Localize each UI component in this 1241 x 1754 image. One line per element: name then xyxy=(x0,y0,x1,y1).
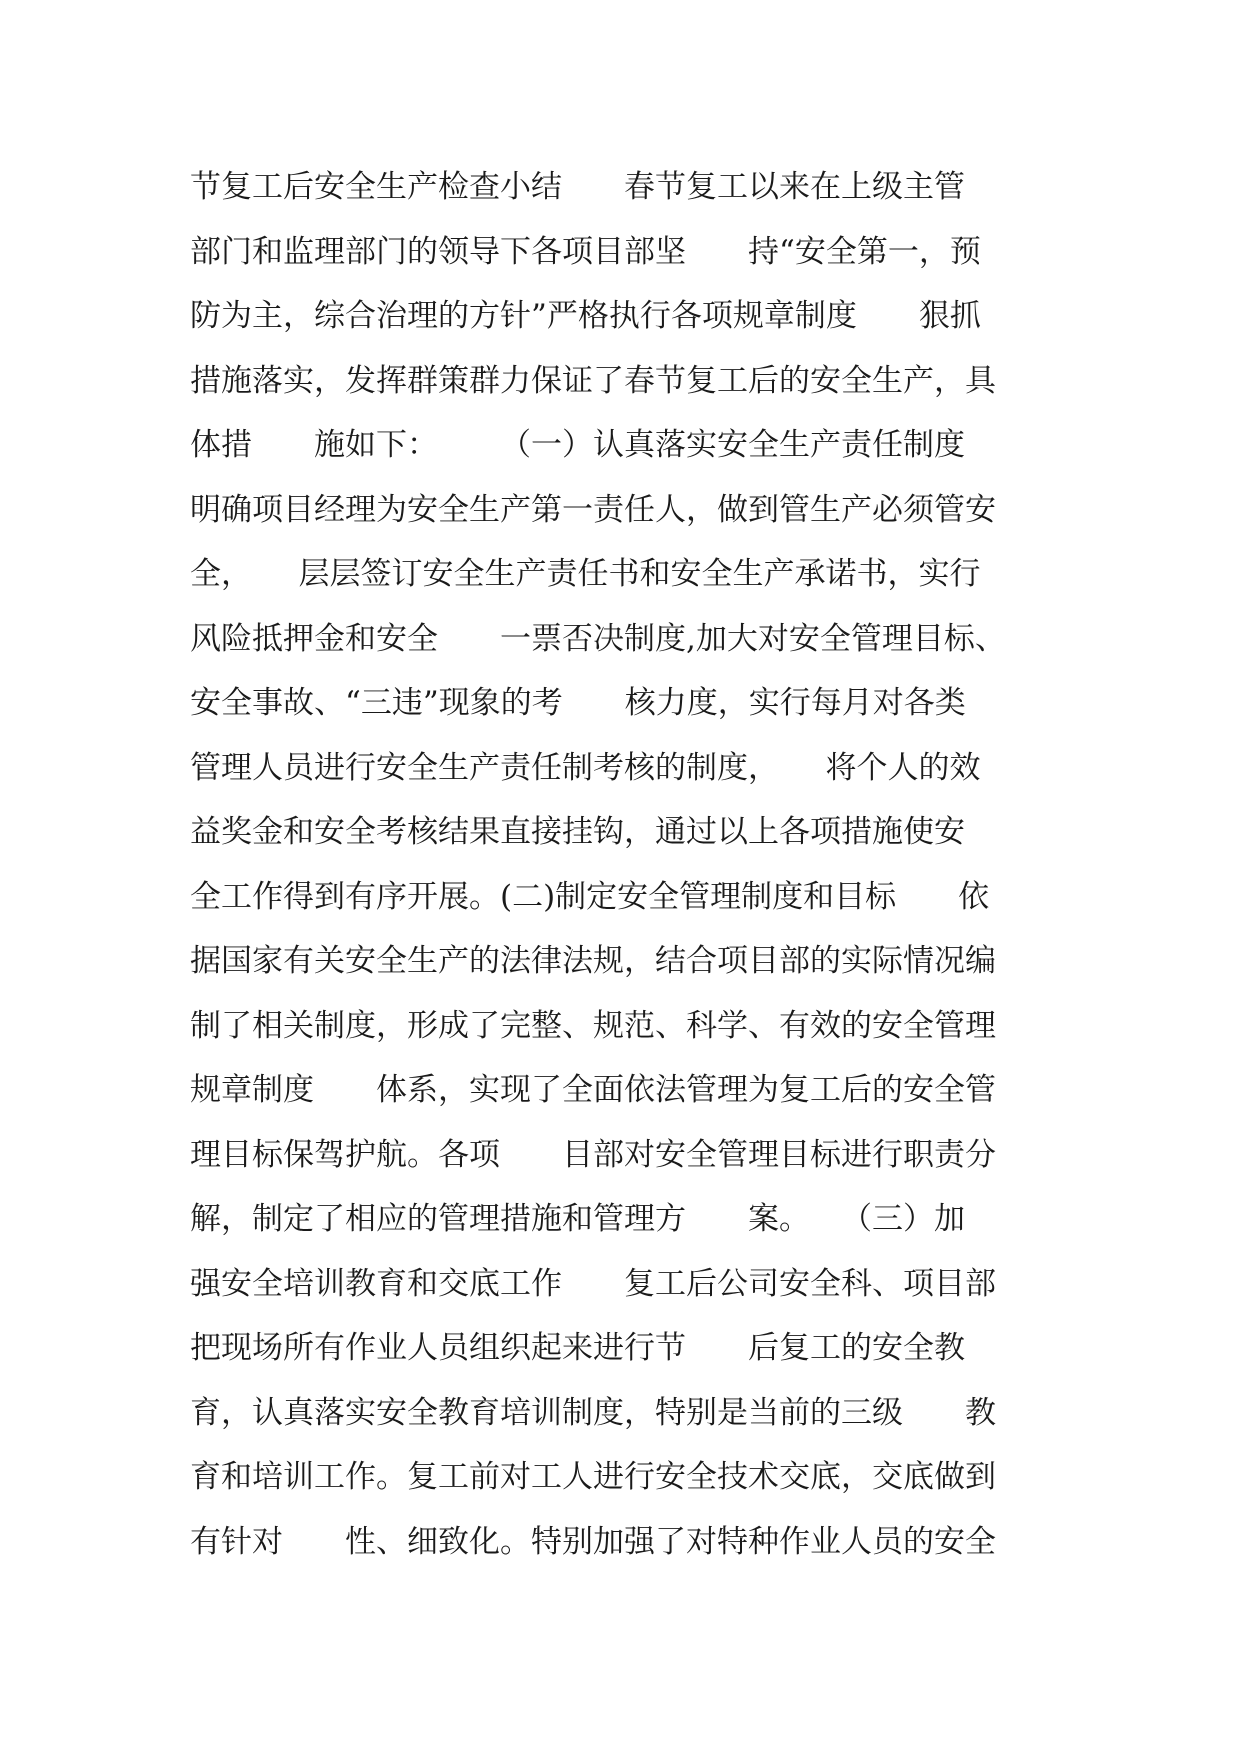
text-line-13: 据国家有关安全生产的法律法规，结合项目部的实际情况编 xyxy=(190,943,996,979)
text-line-22: 有针对 性、细致化。特别加强了对特种作业人员的安全 xyxy=(190,1523,996,1560)
text-line-1: 节复工后安全生产检查小结 春节复工以来在上级主管 xyxy=(190,169,965,205)
text-line-5: 体措 施如下： （一）认真落实安全生产责任制度 xyxy=(190,427,965,463)
text-line-15: 规章制度 体系，实现了全面依法管理为复工后的安全管 xyxy=(190,1072,996,1108)
text-line-20: 育，认真落实安全教育培训制度，特别是当前的三级 教 xyxy=(190,1394,996,1431)
text-line-6: 明确项目经理为安全生产第一责任人，做到管生产必须管安 xyxy=(190,491,996,528)
text-line-8: 风险抵押金和安全 一票否决制度,加大对安全管理目标、 xyxy=(190,620,1006,657)
text-line-18: 强安全培训教育和交底工作 复工后公司安全科、项目部 xyxy=(190,1265,996,1302)
text-line-17: 解，制定了相应的管理措施和管理方 案。 （三）加 xyxy=(190,1201,965,1237)
text-line-10: 管理人员进行安全生产责任制考核的制度， 将个人的效 xyxy=(190,749,981,786)
text-line-7: 全， 层层签订安全生产责任书和安全生产承诺书，实行 xyxy=(190,556,981,592)
text-line-14: 制了相关制度，形成了完整、规范、科学、有效的安全管理 xyxy=(190,1007,996,1044)
body-text xyxy=(190,155,1060,1574)
text-line-9: 安全事故、“三违”现象的考 核力度，实行每月对各类 xyxy=(190,685,966,721)
text-line-19: 把现场所有作业人员组织起来进行节 后复工的安全教 xyxy=(190,1330,965,1366)
text-line-2: 部门和监理部门的领导下各项目部坚 持“安全第一，预 xyxy=(190,233,981,270)
text-line-16: 理目标保驾护航。各项 目部对安全管理目标进行职责分 xyxy=(190,1136,996,1173)
text-line-3: 防为主，综合治理的方针”严格执行各项规章制度 狠抓 xyxy=(190,298,981,334)
text-line-11: 益奖金和安全考核结果直接挂钩，通过以上各项措施使安 xyxy=(190,814,965,850)
text-line-12: 全工作得到有序开展。(二)制定安全管理制度和目标 依 xyxy=(190,878,990,915)
text-line-21: 育和培训工作。复工前对工人进行安全技术交底，交底做到 xyxy=(190,1459,996,1495)
text-line-4: 措施落实，发挥群策群力保证了春节复工后的安全生产，具 xyxy=(190,362,996,399)
